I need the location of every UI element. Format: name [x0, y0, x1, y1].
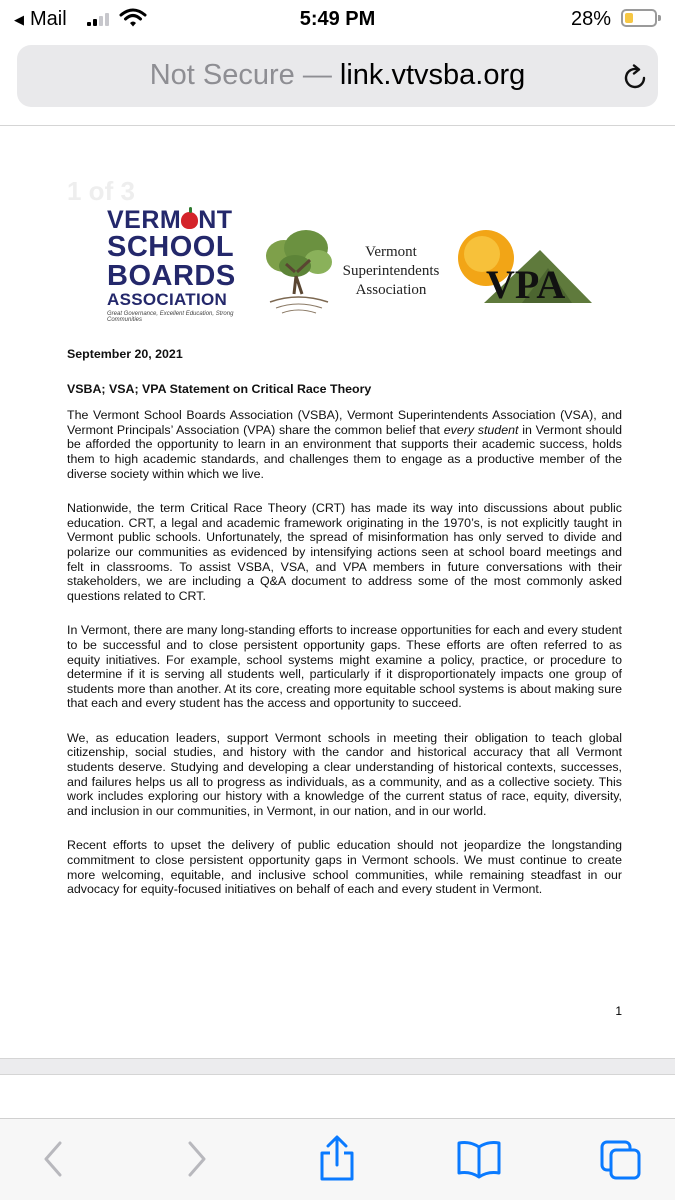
paragraph-1-text-after: in Vermont should be afforded the opportunity to learn in an environment that supports their academic success, holds them to high academic standards, and challenges them to engage as a productive member of the diverse society within which we live. — [67, 422, 622, 481]
browser-toolbar — [0, 1118, 675, 1200]
apple-icon — [181, 212, 198, 229]
vsba-logo — [107, 208, 247, 323]
vsba-logo-line1-start: VERM — [107, 206, 182, 234]
address-bar[interactable] — [17, 45, 658, 107]
url-domain: link.vtvsba.org — [339, 59, 526, 91]
battery-percentage: 28% — [571, 8, 612, 30]
vsba-logo-line2: SCHOOL — [107, 231, 235, 263]
bookmarks-icon[interactable] — [456, 1139, 502, 1179]
paragraph: We, as education leaders, support Vermont schools in meeting their obligation to teach global citizenship, social studies, and history with the candor and historical accuracy that all Vermont students deserve. Studying and developing a clear understanding of historical contexts, successes, and failures helps us all to progress as individuals, as a community, and as a collective society. This work includes exploring our history with a knowledge of the current status of race, equity, diversity, and inclusion in our communities, in Vermont, in our nation, and in our world. — [67, 730, 622, 818]
url-display[interactable] — [17, 59, 658, 92]
security-label: Not Secure — [149, 59, 295, 91]
vsa-logo-line1: Vermont — [365, 244, 417, 260]
reload-icon[interactable] — [623, 63, 649, 91]
tree-icon — [262, 228, 334, 316]
pdf-page-separator — [0, 1058, 675, 1075]
back-triangle-icon: ◀ — [14, 11, 24, 27]
status-bar — [0, 0, 675, 38]
vsba-logo-line1-end: NT — [198, 206, 233, 234]
url-separator: — — [294, 59, 340, 91]
battery-icon — [621, 9, 657, 27]
vpa-logo-text: VPA — [486, 262, 566, 304]
paragraph: Recent efforts to upset the delivery of public education should not jeopardize the longstanding commitment to close persistent opportunity gaps in Vermont schools. We must continue to create more welcoming, equitable, and inclusive school communities, while remaining steadfast in our advocacy for equity-focused initiatives on behalf of each and every student in Vermont. — [67, 838, 622, 897]
vsa-logo-line3: Association — [355, 282, 427, 298]
back-chevron-icon[interactable] — [40, 1139, 66, 1179]
document-heading: VSBA; VSA; VPA Statement on Critical Race Theory — [67, 381, 372, 396]
back-app-label: Mail — [30, 8, 67, 30]
pdf-document-body — [67, 347, 622, 897]
vsba-logo-line4: ASSOCIATION — [107, 290, 228, 309]
paragraph-1-emphasis: every student — [443, 422, 519, 437]
vsba-logo-tagline: Great Governance, Excellent Education, Strong Communities — [107, 311, 234, 323]
document-date: September 20, 2021 — [67, 347, 183, 361]
paragraph: In Vermont, there are many long-standing efforts to increase opportunities for each and every student to be successful and to close persistent opportunity gaps. These efforts are often referred to as equity initiatives. For example, school systems might examine a policy, practice, or procedure to determine if it is serving all students well, particularly if it disproportionately impacts one group of students more than another. At its core, creating more equitable school systems is about making sure that each and every student has the access and opportunity to succeed. — [67, 623, 622, 711]
browser-chrome-divider — [0, 125, 675, 126]
tabs-icon[interactable] — [599, 1139, 643, 1181]
battery-level — [625, 13, 633, 23]
vsba-logo-line3: BOARDS — [107, 260, 236, 292]
vpa-logo — [452, 228, 592, 304]
pdf-page-counter: 1 of 3 — [67, 176, 135, 206]
paragraph — [67, 408, 622, 481]
clock: 5:49 PM — [299, 8, 376, 30]
share-icon[interactable] — [318, 1135, 356, 1183]
paragraph: Nationwide, the term Critical Race Theory (CRT) has made its way into discussions about public education. CRT, a legal and academic framework originating in the 1970’s, is not explicitly taught in Vermont public schools. Unfortunately, the spread of misinformation has only served to divide and polarize our communities as evidenced by intensifying actions seen at school board meetings and felt in classrooms. To assist VSBA, VSA, and VPA members in future conversations with their stakeholders, we are including a Q&A document to address some of the most commonly asked questions related to CRT. — [67, 501, 622, 603]
forward-chevron-icon[interactable] — [184, 1139, 210, 1179]
vsa-logo-line2: Superintendents — [342, 263, 440, 279]
pdf-page-number: 1 — [615, 1004, 622, 1018]
paragraph-1-text-before: The Vermont School Boards Association (VSBA), Vermont Superintendents Association (VSA), and Vermont Principals’ Association (VPA) share the common belief that — [67, 408, 622, 437]
vsa-logo — [335, 243, 447, 300]
